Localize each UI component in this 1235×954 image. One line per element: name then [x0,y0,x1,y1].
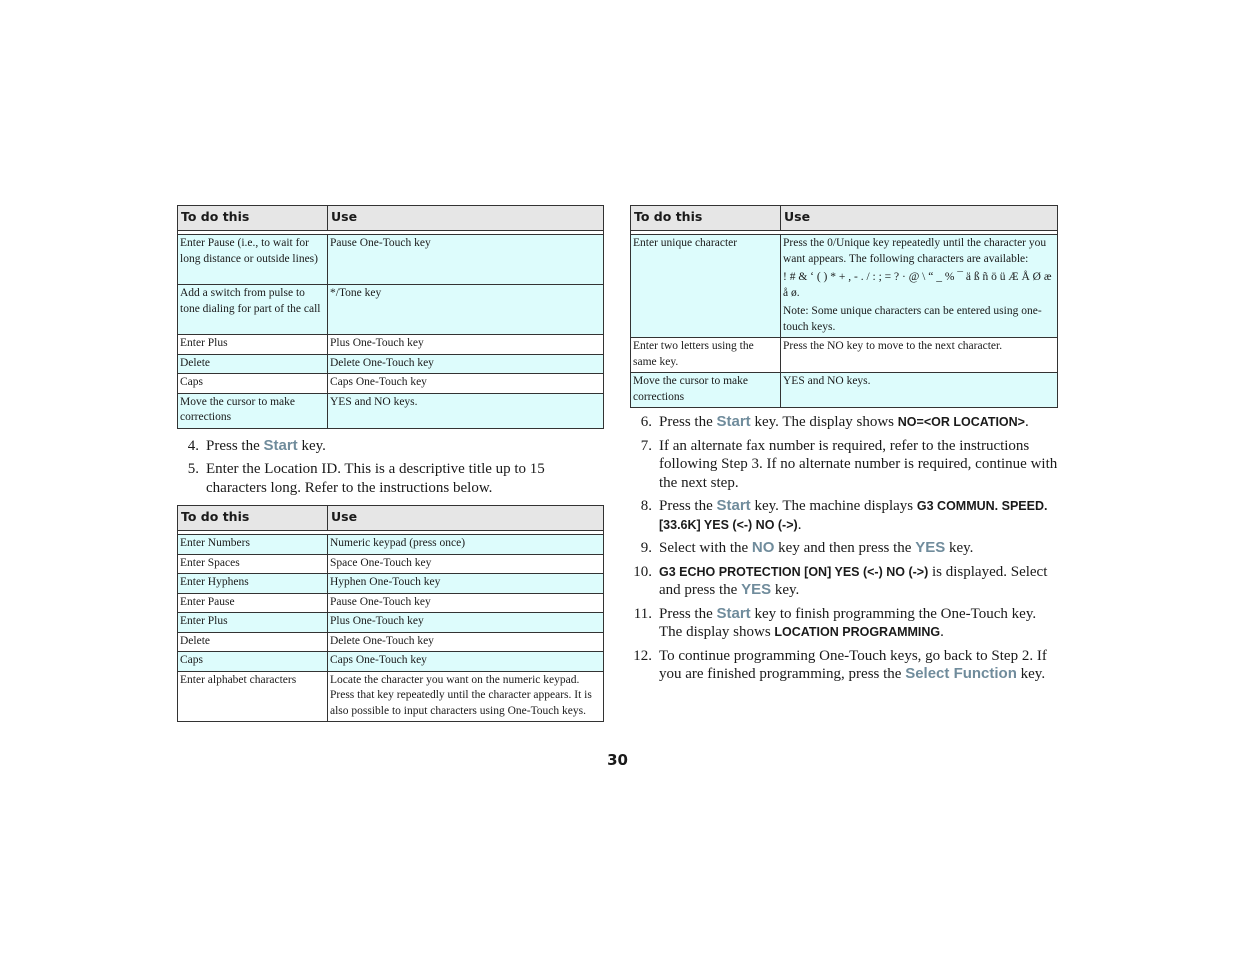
table-row [631,235,1058,338]
step-text: Press the [659,605,717,622]
action-cell: Enter Pause [178,593,328,613]
action-cell: Caps [178,374,328,394]
step-text: key. [771,582,800,598]
table-row [631,373,1058,408]
unique-instructions: Press the 0/Unique key repeatedly until the character you want appears. The following characters are available: [783,237,1047,265]
yes-key-label: YES [915,539,946,556]
right-table [630,205,1058,408]
step-text: Press the [659,414,717,430]
table-row [178,554,604,574]
table-row [178,593,604,613]
unique-characters-list: ! # & ‘ ( ) * + , - . / : ; = ? · @ \ “ _ % ¯ ä ß ñ ö ü Æ Å Ø æ å ø. [783,271,1052,299]
use-cell: Caps One-Touch key [328,374,604,394]
start-key-label: Start [716,497,751,514]
table-row [631,338,1058,373]
use-cell: YES and NO keys. [781,373,1058,408]
left-column [177,205,604,722]
step-text: . [797,516,802,533]
start-key-label: Start [263,436,298,454]
step-text: To continue programming One-Touch keys, go back to Step 2. If you are finished programming, press the [659,647,1047,682]
select-function-key-label: Select Function [905,665,1017,682]
step-number: 5. [187,461,199,477]
step-text: Press the [206,437,264,454]
display-message: G3 COMMUN. SPEED.[33.6K] YES (<-) NO (->) [659,499,1048,532]
action-cell: Move the cursor to make corrections [178,393,328,428]
top-left-table [177,205,604,429]
action-cell: Enter alphabet characters [178,671,328,722]
step-number: 8. [640,498,652,514]
table-row [178,235,604,285]
table-row [178,574,604,594]
step-text: Press the [659,498,717,514]
header-to-do-this: To do this [178,506,328,531]
step-5 [177,460,604,497]
action-cell: Enter Plus [178,335,328,355]
header-use: Use [328,206,604,231]
use-cell [781,235,1058,338]
table-row [178,652,604,672]
table-row [178,393,604,428]
use-cell: Press the NO key to move to the next character. [781,338,1058,373]
step-text: is displayed. Select and press the [659,563,1048,598]
step-number: 12. [633,647,652,664]
header-use: Use [328,506,604,531]
use-cell: Locate the character you want on the numeric keypad. Press that key repeatedly until the character appears. It is also possible to input characters using One-Touch keys. [328,671,604,722]
step-text: key. [945,540,974,556]
no-key-label: NO [751,539,775,556]
use-cell: Caps One-Touch key [328,652,604,672]
right-column [630,205,1058,689]
unique-note: Note: Some unique characters can be entered using one-touch keys. [783,305,1042,333]
step-number: 11. [633,605,652,622]
use-cell: Delete One-Touch key [328,354,604,374]
header-to-do-this: To do this [631,206,781,231]
steps-right [630,413,1058,684]
header-use: Use [781,206,1058,231]
step-12 [630,647,1058,684]
use-cell: Plus One-Touch key [328,335,604,355]
step-text: Select with the [659,540,752,556]
step-text: key. [1016,666,1046,682]
step-9 [630,539,1058,558]
step-text: If an alternate fax number is required, refer to the instructions following Step 3. If no alternate number is required, continue with the next step. [659,437,1058,491]
table-row [178,354,604,374]
use-cell: Pause One-Touch key [328,235,604,285]
action-cell: Caps [178,652,328,672]
step-11 [630,605,1058,642]
step-10 [630,563,1058,600]
table-row [178,632,604,652]
use-cell: Space One-Touch key [328,554,604,574]
step-number: 10. [633,563,652,580]
step-text: Enter the Location ID. This is a descriptive title up to 15 characters long. Refer to the instructions below. [206,461,545,496]
action-cell: Enter Plus [178,613,328,633]
action-cell: Enter two letters using the same key. [631,338,781,373]
use-cell: Plus One-Touch key [328,613,604,633]
page-number: 30 [607,751,628,769]
step-text: . [1024,414,1029,430]
step-text: key to finish programming the One-Touch key. The display shows [659,605,1037,640]
start-key-label: Start [716,413,751,430]
step-number: 4. [187,437,199,454]
step-number: 7. [640,437,652,454]
display-message: LOCATION PROGRAMMING [774,625,941,639]
action-cell: Enter unique character [631,235,781,338]
table-row [178,335,604,355]
step-text: key. The display shows [750,414,898,430]
step-text: key and then press the [774,540,916,556]
start-key-label: Start [716,604,751,622]
table-row [178,671,604,722]
step-text: . [940,624,944,640]
use-cell: */Tone key [328,285,604,335]
display-message: G3 ECHO PROTECTION [ON] YES (<-) NO (->) [659,564,929,579]
table-row [178,285,604,335]
use-cell: YES and NO keys. [328,393,604,428]
table-row [178,374,604,394]
header-to-do-this: To do this [178,206,328,231]
use-cell: Pause One-Touch key [328,593,604,613]
yes-key-label: YES [741,581,772,598]
use-cell: Hyphen One-Touch key [328,574,604,594]
use-cell: Delete One-Touch key [328,632,604,652]
step-4 [177,437,604,456]
step-number: 6. [640,414,652,430]
step-8 [630,497,1058,534]
step-text: key. The machine displays [750,498,917,514]
action-cell: Enter Spaces [178,554,328,574]
action-cell: Delete [178,632,328,652]
table-row [178,613,604,633]
step-6 [630,413,1058,432]
step-number: 9. [640,540,652,556]
bottom-left-table [177,505,604,722]
table-row [178,535,604,555]
action-cell: Enter Pause (i.e., to wait for long distance or outside lines) [178,235,328,285]
action-cell: Enter Hyphens [178,574,328,594]
display-message: NO=<OR LOCATION> [897,415,1025,429]
step-7 [630,437,1058,493]
action-cell: Enter Numbers [178,535,328,555]
step-text: key. [297,437,326,454]
action-cell: Add a switch from pulse to tone dialing for part of the call [178,285,328,335]
action-cell: Delete [178,354,328,374]
action-cell: Move the cursor to make corrections [631,373,781,408]
use-cell: Numeric keypad (press once) [328,535,604,555]
steps-left [177,437,604,498]
